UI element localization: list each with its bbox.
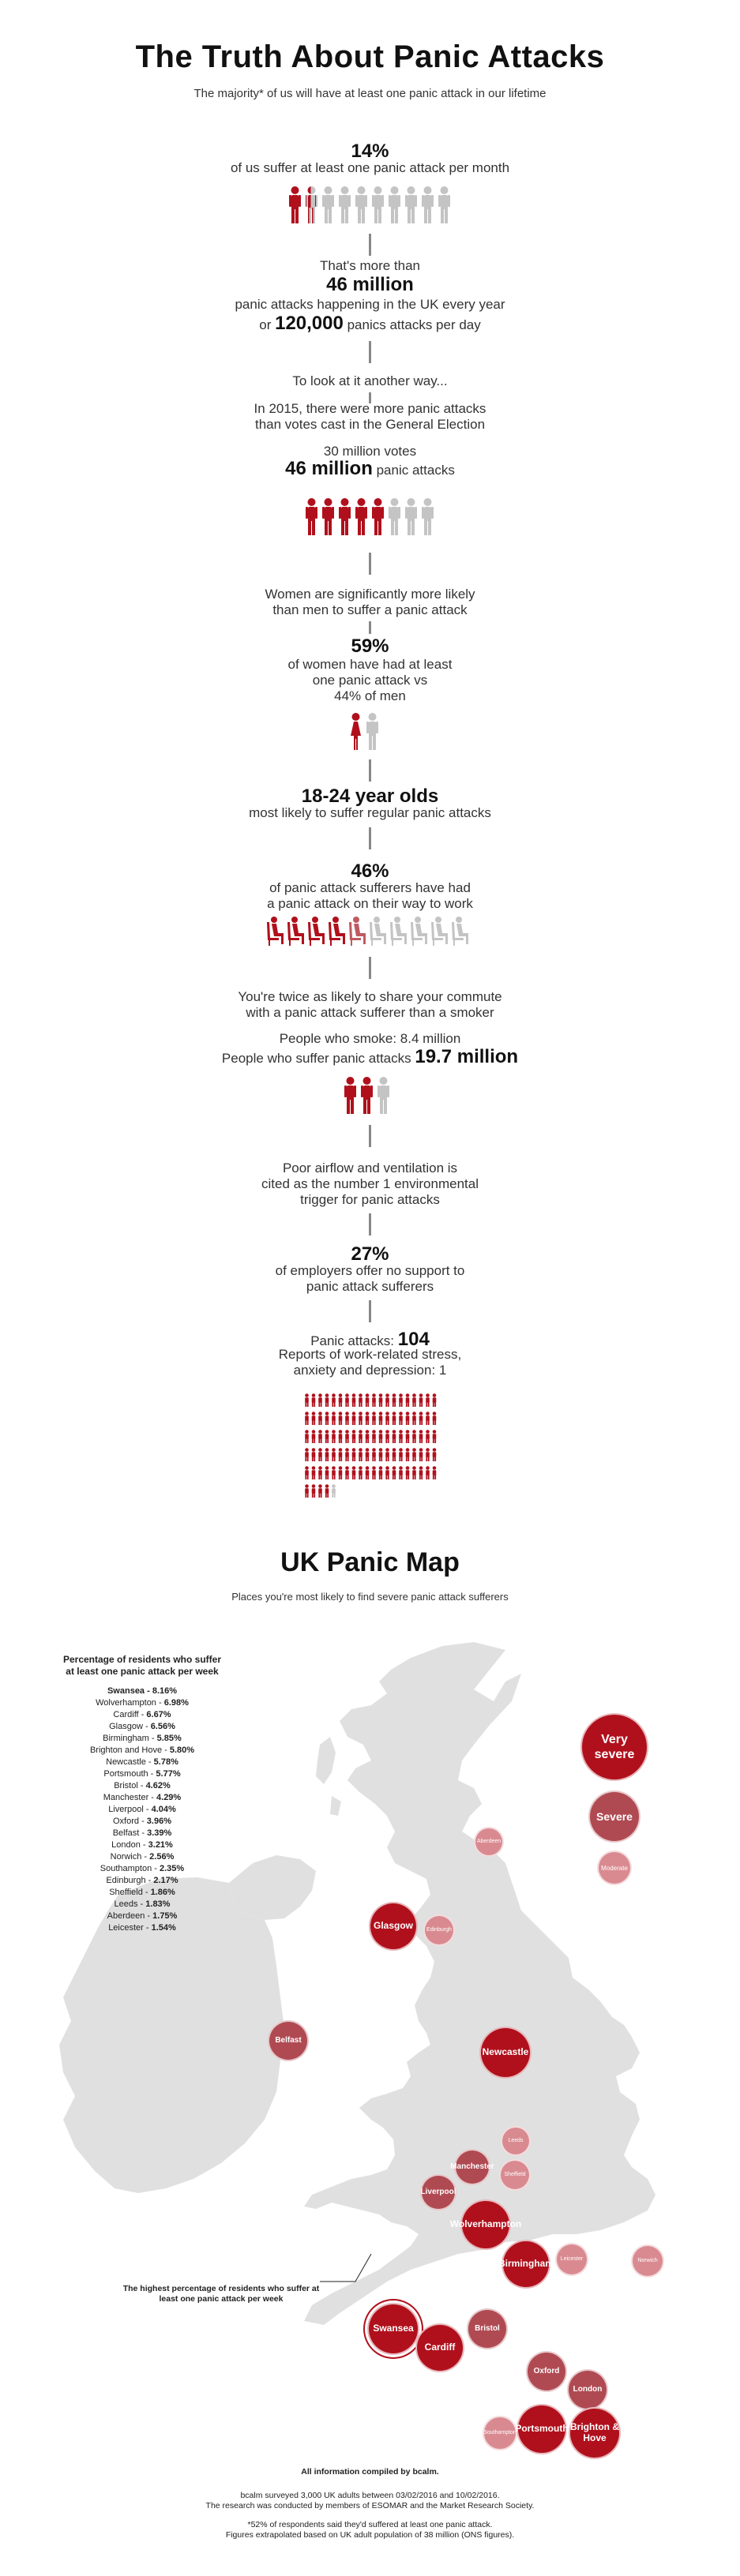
city-bubble-cardiff: Cardiff bbox=[415, 2323, 464, 2372]
grid-person-icon bbox=[399, 1448, 403, 1461]
city-bubble-edinburgh: Edinburgh bbox=[423, 1914, 455, 1946]
legend-city: Swansea - bbox=[107, 1686, 152, 1696]
grid-person-icon bbox=[312, 1466, 316, 1479]
stat-104: 104 bbox=[397, 1329, 430, 1350]
grid-person-icon bbox=[399, 1393, 403, 1407]
city-bubble-southampton: Southampton bbox=[483, 2416, 517, 2450]
grid-person-icon bbox=[426, 1466, 430, 1479]
grid-person-icon bbox=[332, 1393, 336, 1407]
city-bubble-leeds: Leeds bbox=[501, 2126, 531, 2156]
legend-city: Leeds - bbox=[114, 1899, 146, 1909]
stat-election-panic bbox=[0, 458, 740, 480]
grid-person-icon bbox=[393, 1412, 396, 1425]
grid-person-icon bbox=[366, 1466, 370, 1479]
stat-59-percent: 59% bbox=[351, 636, 389, 657]
seated-person-icon bbox=[287, 917, 304, 946]
legend-city: Brighton and Hove - bbox=[89, 1745, 170, 1755]
grid-person-icon bbox=[339, 1448, 343, 1461]
grid-person-icon bbox=[359, 1412, 362, 1425]
grid-person-icon bbox=[312, 1484, 316, 1498]
city-bubble-sheffield: Sheffield bbox=[499, 2159, 531, 2191]
legend-value: 1.83% bbox=[145, 1899, 171, 1909]
grid-person-icon bbox=[318, 1412, 322, 1425]
grid-person-icon bbox=[372, 1412, 376, 1425]
connector-line bbox=[369, 1213, 371, 1236]
stat-19-7-million: 19.7 million bbox=[415, 1046, 519, 1067]
grid-person-icon bbox=[332, 1448, 336, 1461]
legend-value: 4.04% bbox=[151, 1805, 176, 1814]
legend-title-line-2: at least one panic attack per week bbox=[66, 1666, 219, 1677]
person-icon bbox=[388, 497, 401, 535]
legend-list bbox=[32, 1685, 253, 1934]
grid-person-icon bbox=[426, 1448, 430, 1461]
legend-row bbox=[32, 1899, 253, 1910]
stat-46-percent: 46% bbox=[351, 861, 389, 882]
page-subtitle: The majority* of us will have at least one panic attack in our lifetime bbox=[193, 87, 547, 100]
seated-person-icon bbox=[370, 917, 386, 946]
legend-row bbox=[32, 1709, 253, 1721]
city-bubble-manchester: Manchester bbox=[454, 2149, 490, 2185]
person-icon bbox=[344, 1076, 357, 1114]
legend-value: 3.21% bbox=[148, 1840, 173, 1850]
connector-line bbox=[369, 1125, 371, 1147]
grid-person-icon bbox=[325, 1393, 329, 1407]
person-icon bbox=[338, 186, 351, 223]
stat-women-4: one panic attack vs bbox=[312, 673, 428, 688]
legend-title-line-1: Percentage of residents who suffer bbox=[62, 1654, 222, 1665]
grid-person-icon bbox=[318, 1430, 322, 1443]
legend-row bbox=[32, 1697, 253, 1709]
grid-person-icon bbox=[406, 1430, 410, 1443]
person-icon bbox=[371, 497, 385, 535]
grid-person-icon bbox=[325, 1412, 329, 1425]
grid-person-icon bbox=[312, 1448, 316, 1461]
stat-more-than: That's more than bbox=[319, 258, 421, 273]
stat-employers-2: panic attack sufferers bbox=[306, 1279, 434, 1294]
connector-line bbox=[369, 827, 371, 849]
people-row-gender bbox=[349, 712, 379, 750]
connector-line bbox=[369, 621, 371, 634]
legend-value: 1.75% bbox=[152, 1911, 178, 1921]
stat-smoker-4-label: People who suffer panic attacks bbox=[221, 1051, 411, 1066]
grid-person-icon bbox=[379, 1466, 383, 1479]
legend-value: 4.62% bbox=[145, 1781, 171, 1790]
connector-line bbox=[369, 957, 371, 979]
person-icon bbox=[338, 497, 351, 535]
grid-person-icon bbox=[412, 1393, 416, 1407]
stat-work-stress-2: Reports of work-related stress, bbox=[278, 1347, 462, 1362]
grid-person-icon bbox=[419, 1430, 423, 1443]
grid-person-icon bbox=[393, 1448, 396, 1461]
seated-person-icon bbox=[329, 917, 345, 946]
person-icon bbox=[355, 497, 368, 535]
grid-person-icon bbox=[372, 1448, 376, 1461]
grid-person-icon bbox=[305, 1466, 309, 1479]
stat-per-day bbox=[0, 313, 740, 335]
legend-city: Newcastle - bbox=[106, 1757, 154, 1767]
seated-person-icon bbox=[267, 917, 284, 946]
grid-person-icon bbox=[372, 1393, 376, 1407]
grid-person-icon bbox=[419, 1466, 423, 1479]
stat-panic-attacks-colon: Panic attacks: bbox=[310, 1333, 395, 1348]
grid-person-icon bbox=[318, 1484, 322, 1498]
city-bubble-glasgow: Glasgow bbox=[369, 1902, 418, 1951]
person-icon bbox=[321, 497, 335, 535]
grid-person-icon bbox=[412, 1412, 416, 1425]
grid-person-icon bbox=[305, 1430, 309, 1443]
legend-value: 1.54% bbox=[151, 1923, 176, 1933]
key-very-severe: Very severe bbox=[580, 1713, 648, 1781]
man-icon bbox=[366, 712, 379, 750]
stat-monthly-percent: 14% bbox=[351, 141, 389, 162]
grid-person-icon bbox=[312, 1430, 316, 1443]
legend-row bbox=[32, 1757, 253, 1768]
grid-person-icon bbox=[339, 1412, 343, 1425]
person-icon bbox=[421, 186, 434, 223]
grid-person-icon bbox=[318, 1466, 322, 1479]
grid-person-icon bbox=[366, 1430, 370, 1443]
stat-airflow-2: cited as the number 1 environmental bbox=[261, 1176, 479, 1191]
legend-city: Norwich - bbox=[110, 1852, 150, 1862]
stat-women-3: of women have had at least bbox=[287, 657, 453, 672]
people-row-election bbox=[305, 497, 434, 535]
city-bubble-bristol: Bristol bbox=[467, 2308, 508, 2349]
footer-research: The research was conducted by members of ESOMAR and the Market Research Society. bbox=[205, 2501, 535, 2510]
legend-value: 4.29% bbox=[156, 1793, 182, 1802]
stat-work-stress-3: anxiety and depression: 1 bbox=[293, 1363, 447, 1378]
legend-city: Cardiff - bbox=[113, 1710, 147, 1719]
people-grid-104 bbox=[304, 1393, 442, 1500]
legend-city: Oxford - bbox=[113, 1817, 147, 1826]
footer-note-1: *52% of respondents said they'd suffered at least one panic attack. bbox=[247, 2520, 493, 2529]
connector-line bbox=[369, 759, 371, 782]
grid-person-icon bbox=[366, 1412, 370, 1425]
stat-per-day-label: panics attacks per day bbox=[347, 317, 481, 332]
legend-value: 5.85% bbox=[156, 1734, 182, 1743]
legend-city: Liverpool - bbox=[108, 1805, 152, 1814]
person-icon bbox=[377, 1076, 390, 1114]
grid-person-icon bbox=[325, 1466, 329, 1479]
map-subtitle: Places you're most likely to find severe panic attack sufferers bbox=[231, 1591, 509, 1603]
grid-person-icon bbox=[419, 1448, 423, 1461]
seated-person-icon bbox=[349, 917, 366, 946]
grid-person-icon bbox=[312, 1412, 316, 1425]
grid-person-icon bbox=[385, 1393, 389, 1407]
grid-person-icon bbox=[433, 1393, 437, 1407]
legend-value: 3.96% bbox=[146, 1817, 171, 1826]
map-title: UK Panic Map bbox=[280, 1547, 460, 1577]
legend-value: 5.78% bbox=[153, 1757, 178, 1767]
stat-46-million: 46 million bbox=[326, 274, 414, 295]
person-icon bbox=[288, 186, 302, 223]
grid-person-icon bbox=[305, 1484, 309, 1498]
grid-person-icon bbox=[345, 1466, 349, 1479]
person-icon bbox=[404, 497, 418, 535]
legend-value: 6.56% bbox=[150, 1722, 175, 1731]
legend-title bbox=[32, 1654, 253, 1678]
grid-person-icon bbox=[419, 1393, 423, 1407]
grid-person-icon bbox=[372, 1430, 376, 1443]
grid-person-icon bbox=[318, 1393, 322, 1407]
legend-row bbox=[32, 1875, 253, 1887]
grid-person-icon bbox=[339, 1466, 343, 1479]
grid-person-icon bbox=[352, 1466, 356, 1479]
grid-person-icon bbox=[426, 1393, 430, 1407]
legend-city: Sheffield - bbox=[109, 1888, 151, 1897]
legend-row bbox=[32, 1816, 253, 1828]
legend-value: 2.56% bbox=[149, 1852, 175, 1862]
stat-27-percent: 27% bbox=[351, 1243, 389, 1265]
grid-person-icon bbox=[406, 1448, 410, 1461]
swansea-annotation: The highest percentage of residents who suffer at least one panic attack per week bbox=[122, 2284, 320, 2304]
grid-person-icon bbox=[406, 1466, 410, 1479]
stat-commute-2: a panic attack on their way to work bbox=[267, 896, 473, 911]
city-bubble-liverpool: Liverpool bbox=[420, 2174, 456, 2210]
grid-person-icon bbox=[359, 1466, 362, 1479]
seated-person-icon bbox=[390, 917, 407, 946]
grid-person-icon bbox=[332, 1484, 336, 1498]
grid-person-icon bbox=[372, 1466, 376, 1479]
grid-person-icon bbox=[412, 1466, 416, 1479]
grid-person-icon bbox=[379, 1448, 383, 1461]
seated-people-row bbox=[265, 916, 478, 947]
grid-person-icon bbox=[305, 1448, 309, 1461]
grid-person-icon bbox=[399, 1412, 403, 1425]
page-title: The Truth About Panic Attacks bbox=[135, 39, 605, 74]
stat-election-2: than votes cast in the General Election bbox=[254, 417, 486, 432]
stat-or: or bbox=[259, 317, 272, 332]
grid-person-icon bbox=[345, 1412, 349, 1425]
grid-person-icon bbox=[385, 1412, 389, 1425]
city-bubble-leicester: Leicester bbox=[555, 2243, 588, 2276]
legend-row bbox=[32, 1733, 253, 1745]
stat-commute-1: of panic attack sufferers have had bbox=[269, 880, 471, 895]
legend-city: Manchester - bbox=[103, 1793, 157, 1802]
legend-value: 6.67% bbox=[146, 1710, 171, 1719]
legend-row bbox=[32, 1922, 253, 1934]
stat-per-year: panic attacks happening in the UK every year bbox=[235, 297, 505, 312]
grid-person-icon bbox=[399, 1466, 403, 1479]
person-icon bbox=[438, 186, 451, 223]
city-bubble-swansea: Swansea bbox=[367, 2303, 419, 2355]
grid-person-icon bbox=[332, 1466, 336, 1479]
legend-value: 1.86% bbox=[150, 1888, 175, 1897]
person-icon bbox=[404, 186, 418, 223]
people-row-monthly bbox=[288, 186, 451, 223]
grid-person-icon bbox=[352, 1448, 356, 1461]
person-icon bbox=[421, 497, 434, 535]
grid-person-icon bbox=[426, 1412, 430, 1425]
grid-person-icon bbox=[352, 1393, 356, 1407]
stat-women-2: than men to suffer a panic attack bbox=[272, 602, 468, 617]
footer-credit: All information compiled by bcalm. bbox=[301, 2467, 439, 2477]
grid-person-icon bbox=[412, 1430, 416, 1443]
legend-city: Aberdeen - bbox=[107, 1911, 153, 1921]
legend-row bbox=[32, 1863, 253, 1875]
legend-city: Belfast - bbox=[112, 1828, 148, 1838]
stat-smoker-2: with a panic attack sufferer than a smoker bbox=[246, 1005, 494, 1020]
person-icon bbox=[305, 186, 318, 223]
footer-note-2: Figures extrapolated based on UK adult population of 38 million (ONS figures). bbox=[225, 2530, 515, 2540]
legend-row bbox=[32, 1804, 253, 1816]
stat-46-million-2: 46 million bbox=[285, 458, 373, 479]
grid-person-icon bbox=[393, 1466, 396, 1479]
legend-row bbox=[32, 1745, 253, 1757]
legend-value: 2.35% bbox=[160, 1864, 185, 1873]
grid-person-icon bbox=[359, 1393, 362, 1407]
grid-person-icon bbox=[426, 1430, 430, 1443]
stat-votes: 30 million votes bbox=[323, 444, 417, 459]
grid-person-icon bbox=[359, 1430, 362, 1443]
connector-line bbox=[369, 341, 371, 363]
grid-person-icon bbox=[332, 1430, 336, 1443]
grid-person-icon bbox=[385, 1448, 389, 1461]
legend-row bbox=[32, 1721, 253, 1733]
footer-survey: bcalm surveyed 3,000 UK adults between 03/02/2016 and 10/02/2016. bbox=[240, 2491, 500, 2500]
legend-row bbox=[32, 1910, 253, 1922]
city-bubble-newcastle: Newcastle bbox=[479, 2027, 532, 2079]
grid-person-icon bbox=[385, 1466, 389, 1479]
stat-18-24: 18-24 year olds bbox=[301, 786, 439, 807]
grid-person-icon bbox=[352, 1430, 356, 1443]
city-bubble-wolverhampton: Wolverhampton bbox=[460, 2199, 511, 2250]
grid-person-icon bbox=[379, 1412, 383, 1425]
grid-person-icon bbox=[345, 1430, 349, 1443]
city-bubble-birmingham: Birmingham bbox=[501, 2240, 550, 2289]
legend-city: Leicester - bbox=[108, 1923, 152, 1933]
stat-120000: 120,000 bbox=[275, 313, 344, 334]
grid-person-icon bbox=[332, 1412, 336, 1425]
grid-person-icon bbox=[352, 1412, 356, 1425]
person-icon bbox=[321, 186, 335, 223]
city-bubble-london: London bbox=[567, 2369, 608, 2410]
grid-person-icon bbox=[305, 1393, 309, 1407]
grid-person-icon bbox=[359, 1448, 362, 1461]
grid-person-icon bbox=[345, 1393, 349, 1407]
grid-person-icon bbox=[339, 1393, 343, 1407]
grid-person-icon bbox=[393, 1430, 396, 1443]
stat-smoker-1: You're twice as likely to share your commute bbox=[238, 989, 502, 1004]
grid-person-icon bbox=[399, 1430, 403, 1443]
grid-person-icon bbox=[325, 1484, 329, 1498]
legend-row bbox=[32, 1780, 253, 1792]
person-icon bbox=[388, 186, 401, 223]
legend-city: London - bbox=[111, 1840, 148, 1850]
stat-women-1: Women are significantly more likely bbox=[265, 587, 475, 602]
legend-city: Portsmouth - bbox=[103, 1769, 156, 1779]
person-icon bbox=[360, 1076, 374, 1114]
stat-panic-attacks-label: panic attacks bbox=[376, 463, 455, 478]
grid-person-icon bbox=[305, 1412, 309, 1425]
city-bubble-aberdeen: Aberdeen bbox=[474, 1827, 504, 1857]
legend-value: 8.16% bbox=[152, 1686, 178, 1696]
grid-person-icon bbox=[339, 1430, 343, 1443]
stat-smoker-4 bbox=[0, 1046, 740, 1068]
city-bubble-norwich: Norwich bbox=[631, 2244, 664, 2278]
connector-line bbox=[369, 234, 371, 256]
city-bubble-belfast: Belfast bbox=[268, 2020, 309, 2061]
grid-person-icon bbox=[379, 1430, 383, 1443]
grid-person-icon bbox=[433, 1466, 437, 1479]
stat-18-24-text: most likely to suffer regular panic attacks bbox=[249, 805, 491, 820]
grid-person-icon bbox=[325, 1448, 329, 1461]
seated-person-icon bbox=[431, 917, 448, 946]
city-bubble-brighton-hove: Brighton & Hove bbox=[569, 2407, 621, 2459]
grid-person-icon bbox=[312, 1393, 316, 1407]
legend-value: 6.98% bbox=[163, 1698, 189, 1708]
stat-employers-1: of employers offer no support to bbox=[275, 1263, 465, 1278]
legend-value: 5.77% bbox=[156, 1769, 181, 1779]
grid-person-icon bbox=[393, 1393, 396, 1407]
grid-person-icon bbox=[406, 1412, 410, 1425]
grid-person-icon bbox=[325, 1430, 329, 1443]
key-moderate: Moderate bbox=[597, 1850, 632, 1885]
legend-value: 5.80% bbox=[169, 1745, 195, 1755]
grid-person-icon bbox=[318, 1448, 322, 1461]
stat-monthly-text: of us suffer at least one panic attack per month bbox=[230, 160, 510, 175]
grid-person-icon bbox=[379, 1393, 383, 1407]
person-icon bbox=[371, 186, 385, 223]
legend-city: Southampton - bbox=[100, 1864, 160, 1873]
person-icon bbox=[305, 497, 318, 535]
stat-another-way: To look at it another way... bbox=[292, 373, 448, 388]
grid-person-icon bbox=[419, 1412, 423, 1425]
city-bubble-oxford: Oxford bbox=[526, 2351, 567, 2392]
woman-icon bbox=[349, 712, 362, 750]
legend-row bbox=[32, 1887, 253, 1899]
legend-row bbox=[32, 1792, 253, 1804]
stat-airflow-1: Poor airflow and ventilation is bbox=[282, 1161, 458, 1176]
legend-city: Wolverhampton - bbox=[96, 1698, 164, 1708]
grid-person-icon bbox=[433, 1430, 437, 1443]
legend-value: 2.17% bbox=[153, 1876, 178, 1885]
city-bubble-portsmouth: Portsmouth bbox=[516, 2404, 567, 2454]
grid-person-icon bbox=[366, 1393, 370, 1407]
grid-person-icon bbox=[366, 1448, 370, 1461]
legend-row bbox=[32, 1851, 253, 1863]
connector-line bbox=[369, 1300, 371, 1322]
stat-election-1: In 2015, there were more panic attacks bbox=[254, 401, 486, 416]
legend-row bbox=[32, 1839, 253, 1851]
legend-city: Edinburgh - bbox=[106, 1876, 154, 1885]
legend-row bbox=[32, 1828, 253, 1839]
grid-person-icon bbox=[433, 1448, 437, 1461]
seated-person-icon bbox=[452, 917, 468, 946]
grid-person-icon bbox=[345, 1448, 349, 1461]
seated-person-icon bbox=[308, 917, 325, 946]
connector-line bbox=[369, 553, 371, 575]
people-row-smokers bbox=[344, 1076, 390, 1114]
legend-row bbox=[32, 1685, 253, 1697]
map-legend bbox=[32, 1654, 253, 1934]
legend-city: Glasgow - bbox=[109, 1722, 151, 1731]
stat-smoker-3: People who smoke: 8.4 million bbox=[279, 1031, 461, 1046]
key-severe: Severe bbox=[588, 1790, 640, 1843]
grid-person-icon bbox=[406, 1393, 410, 1407]
grid-person-icon bbox=[412, 1448, 416, 1461]
legend-row bbox=[32, 1768, 253, 1780]
grid-person-icon bbox=[385, 1430, 389, 1443]
legend-city: Bristol - bbox=[114, 1781, 146, 1790]
legend-value: 3.39% bbox=[147, 1828, 172, 1838]
stat-women-5: 44% of men bbox=[334, 688, 406, 703]
person-icon bbox=[355, 186, 368, 223]
seated-person-icon bbox=[411, 917, 427, 946]
legend-city: Birmingham - bbox=[103, 1734, 157, 1743]
stat-airflow-3: trigger for panic attacks bbox=[300, 1192, 440, 1207]
grid-person-icon bbox=[433, 1412, 437, 1425]
